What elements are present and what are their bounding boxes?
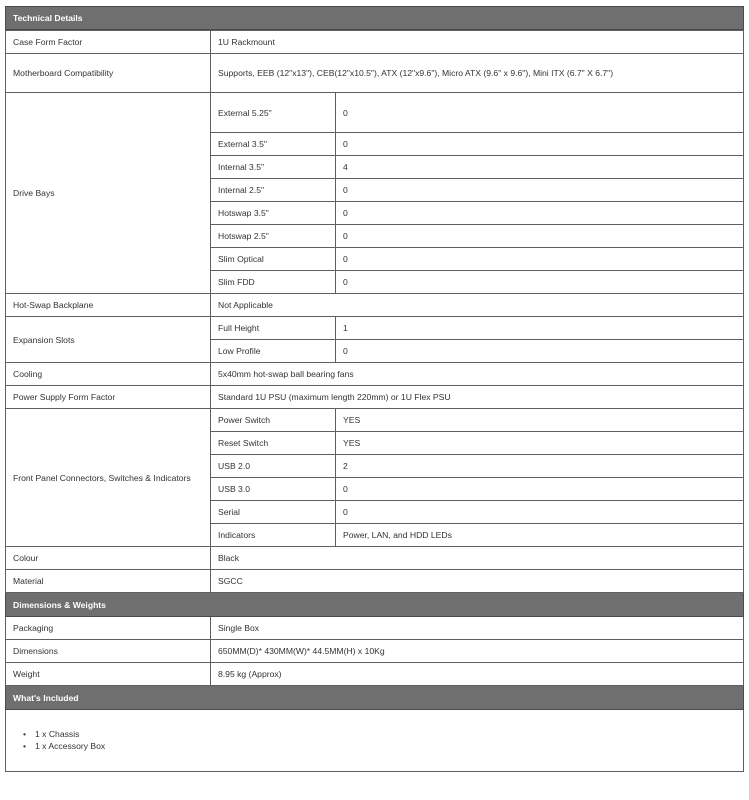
sub-label: Slim Optical <box>211 248 336 271</box>
sub-label: Internal 3.5" <box>211 156 336 179</box>
row-value: Supports, EEB (12"x13"), CEB(12"x10.5"), ATX (12"x9.6"), Micro ATX (9.6" x 9.6"), Mini ITX (6.7" X 6.7") <box>211 54 744 93</box>
included-items <box>5 710 744 772</box>
table-row <box>6 409 744 432</box>
sub-value: 0 <box>336 225 744 248</box>
sub-label: Power Switch <box>211 409 336 432</box>
sub-label: Reset Switch <box>211 432 336 455</box>
table-row <box>6 547 744 570</box>
table-row <box>6 570 744 593</box>
included-list <box>35 729 105 752</box>
table-row <box>6 93 744 133</box>
sub-label: Serial <box>211 501 336 524</box>
row-label: Material <box>6 570 211 593</box>
row-label: Dimensions <box>6 640 211 663</box>
sub-value: 0 <box>336 340 744 363</box>
row-value: SGCC <box>211 570 744 593</box>
table-row <box>6 294 744 317</box>
table-row <box>6 640 744 663</box>
table-row <box>6 617 744 640</box>
sub-label: Indicators <box>211 524 336 547</box>
row-value: Not Applicable <box>211 294 744 317</box>
sub-label: USB 3.0 <box>211 478 336 501</box>
row-label: Drive Bays <box>6 93 211 294</box>
row-label: Front Panel Connectors, Switches & Indicators <box>6 409 211 547</box>
row-label: Motherboard Compatibility <box>6 54 211 93</box>
row-label: Hot-Swap Backplane <box>6 294 211 317</box>
row-label: Expansion Slots <box>6 317 211 363</box>
table-row <box>6 386 744 409</box>
row-value: 1U Rackmount <box>211 31 744 54</box>
sub-value: 0 <box>336 202 744 225</box>
section-header-included: What's Included <box>5 686 744 710</box>
row-label: Cooling <box>6 363 211 386</box>
row-label: Case Form Factor <box>6 31 211 54</box>
sub-label: Hotswap 2.5" <box>211 225 336 248</box>
sub-value: 0 <box>336 478 744 501</box>
sub-value: 2 <box>336 455 744 478</box>
sub-value: 0 <box>336 271 744 294</box>
spec-sheet <box>5 6 744 772</box>
row-value: 8.95 kg (Approx) <box>211 663 744 686</box>
sub-value: 0 <box>336 133 744 156</box>
row-label: Colour <box>6 547 211 570</box>
sub-label: Internal 2.5" <box>211 179 336 202</box>
row-label: Power Supply Form Factor <box>6 386 211 409</box>
sub-value: 4 <box>336 156 744 179</box>
sub-value: YES <box>336 432 744 455</box>
dimensions-table <box>5 617 744 686</box>
row-label: Packaging <box>6 617 211 640</box>
sub-label: External 5.25" <box>211 93 336 133</box>
table-row <box>6 54 744 93</box>
row-value: Standard 1U PSU (maximum length 220mm) or 1U Flex PSU <box>211 386 744 409</box>
list-item: • 1 x Chassis <box>35 729 105 741</box>
sub-label: USB 2.0 <box>211 455 336 478</box>
table-row <box>6 663 744 686</box>
table-row <box>6 363 744 386</box>
section-header-dimensions: Dimensions & Weights <box>5 593 744 617</box>
row-value: 5x40mm hot-swap ball bearing fans <box>211 363 744 386</box>
row-value: 650MM(D)* 430MM(W)* 44.5MM(H) x 10Kg <box>211 640 744 663</box>
row-value: Single Box <box>211 617 744 640</box>
sub-value: 0 <box>336 248 744 271</box>
table-row <box>6 31 744 54</box>
sub-value: Power, LAN, and HDD LEDs <box>336 524 744 547</box>
sub-value: 0 <box>336 93 744 133</box>
sub-label: Full Height <box>211 317 336 340</box>
sub-label: Slim FDD <box>211 271 336 294</box>
section-header-technical: Technical Details <box>5 6 744 30</box>
list-item: • 1 x Accessory Box <box>35 741 105 753</box>
technical-details-table <box>5 30 744 593</box>
sub-value: 0 <box>336 179 744 202</box>
sub-value: YES <box>336 409 744 432</box>
sub-label: External 3.5" <box>211 133 336 156</box>
sub-value: 0 <box>336 501 744 524</box>
table-row <box>6 317 744 340</box>
sub-value: 1 <box>336 317 744 340</box>
row-value: Black <box>211 547 744 570</box>
row-label: Weight <box>6 663 211 686</box>
sub-label: Hotswap 3.5" <box>211 202 336 225</box>
sub-label: Low Profile <box>211 340 336 363</box>
